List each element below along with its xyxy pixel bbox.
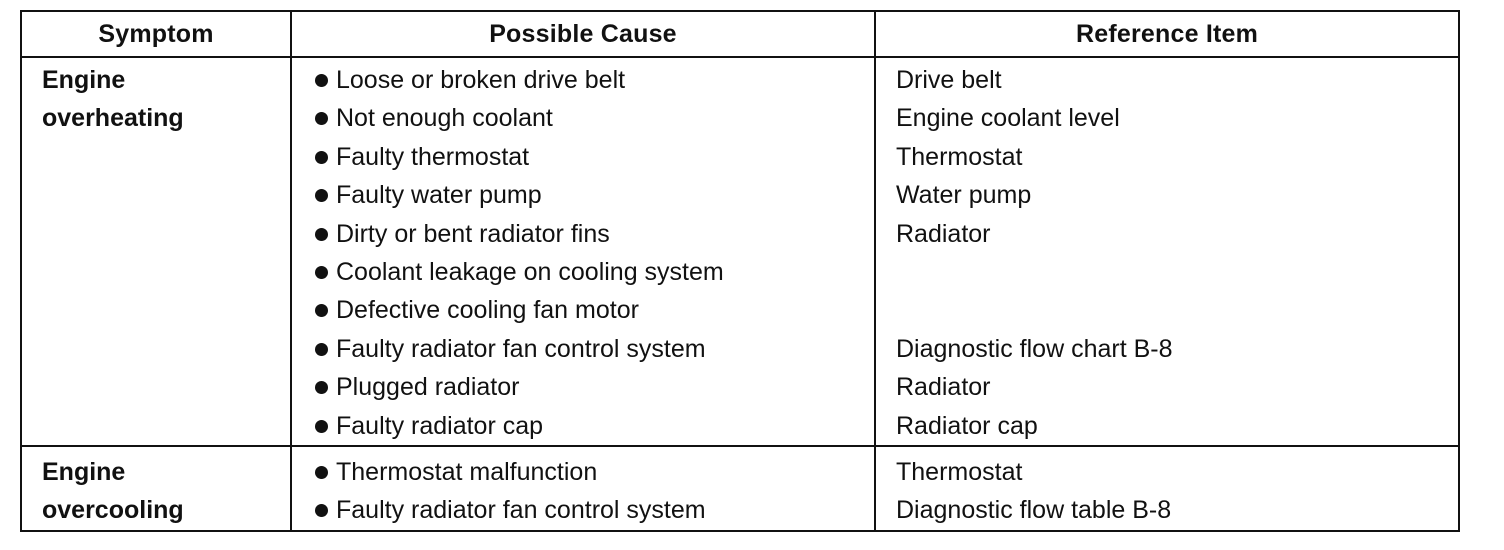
table-row [21,57,1459,446]
symptom-text: Engine [42,66,126,94]
reference-item: Diagnostic flow table B-8 [896,496,1172,525]
symptom-text: overheating [42,104,184,133]
symptom-text: overcooling [42,496,184,525]
cause-text: Faulty radiator fan control system [336,496,706,525]
list-item [312,291,874,329]
list-item [312,407,874,445]
list-item [312,253,874,291]
list-item [312,99,874,137]
list-item [312,330,874,368]
list-item [312,453,874,491]
list-item [312,176,874,214]
cause-text: Dirty or bent radiator fins [336,219,610,248]
list-item [312,138,874,176]
bullet-icon [315,74,328,87]
reference-item: Radiator [896,373,991,402]
cause-text: Thermostat malfunction [336,457,598,486]
cause-list [292,447,874,530]
bullet-icon [315,112,328,125]
cause-text: Faulty water pump [336,181,542,210]
reference-cell [875,446,1459,531]
reference-item: Radiator cap [896,411,1038,440]
header-symptom: Symptom [21,11,291,57]
cause-list [292,58,874,445]
cause-cell [291,57,875,446]
bullet-icon [315,504,328,517]
reference-list [876,58,1458,445]
reference-item [896,291,1458,329]
reference-item: Thermostat [896,457,1023,486]
bullet-icon [315,266,328,279]
cause-text: Coolant leakage on cooling system [336,257,724,286]
header-reference-item: Reference Item [875,11,1459,57]
bullet-icon [315,151,328,164]
cause-text: Faulty radiator fan control system [336,334,706,363]
reference-cell [875,57,1459,446]
list-item [312,368,874,406]
symptom-cell [21,446,291,531]
reference-item [896,253,1458,291]
symptom-text: Engine [42,457,126,486]
reference-item: Thermostat [896,142,1023,171]
header-row [21,11,1459,57]
bullet-icon [315,228,328,241]
cause-text: Faulty thermostat [336,142,530,171]
reference-item: Engine coolant level [896,104,1120,133]
reference-item: Diagnostic flow chart B-8 [896,334,1173,363]
table-row [21,446,1459,531]
troubleshooting-table [20,10,1460,532]
bullet-icon [315,420,328,433]
list-item [312,491,874,529]
list-item [312,61,874,99]
bullet-icon [315,304,328,317]
cause-cell [291,446,875,531]
cause-text: Loose or broken drive belt [336,66,626,94]
reference-list [876,447,1458,530]
bullet-icon [315,189,328,202]
cause-text: Defective cooling fan motor [336,296,639,325]
cause-text: Not enough coolant [336,104,553,133]
symptom-cell [21,57,291,446]
cause-text: Plugged radiator [336,373,520,402]
cause-text: Faulty radiator cap [336,411,544,440]
list-item [312,215,874,253]
reference-item: Drive belt [896,66,1002,94]
reference-item: Radiator [896,219,991,248]
header-possible-cause: Possible Cause [291,11,875,57]
bullet-icon [315,343,328,356]
bullet-icon [315,381,328,394]
reference-item: Water pump [896,181,1032,210]
bullet-icon [315,466,328,479]
